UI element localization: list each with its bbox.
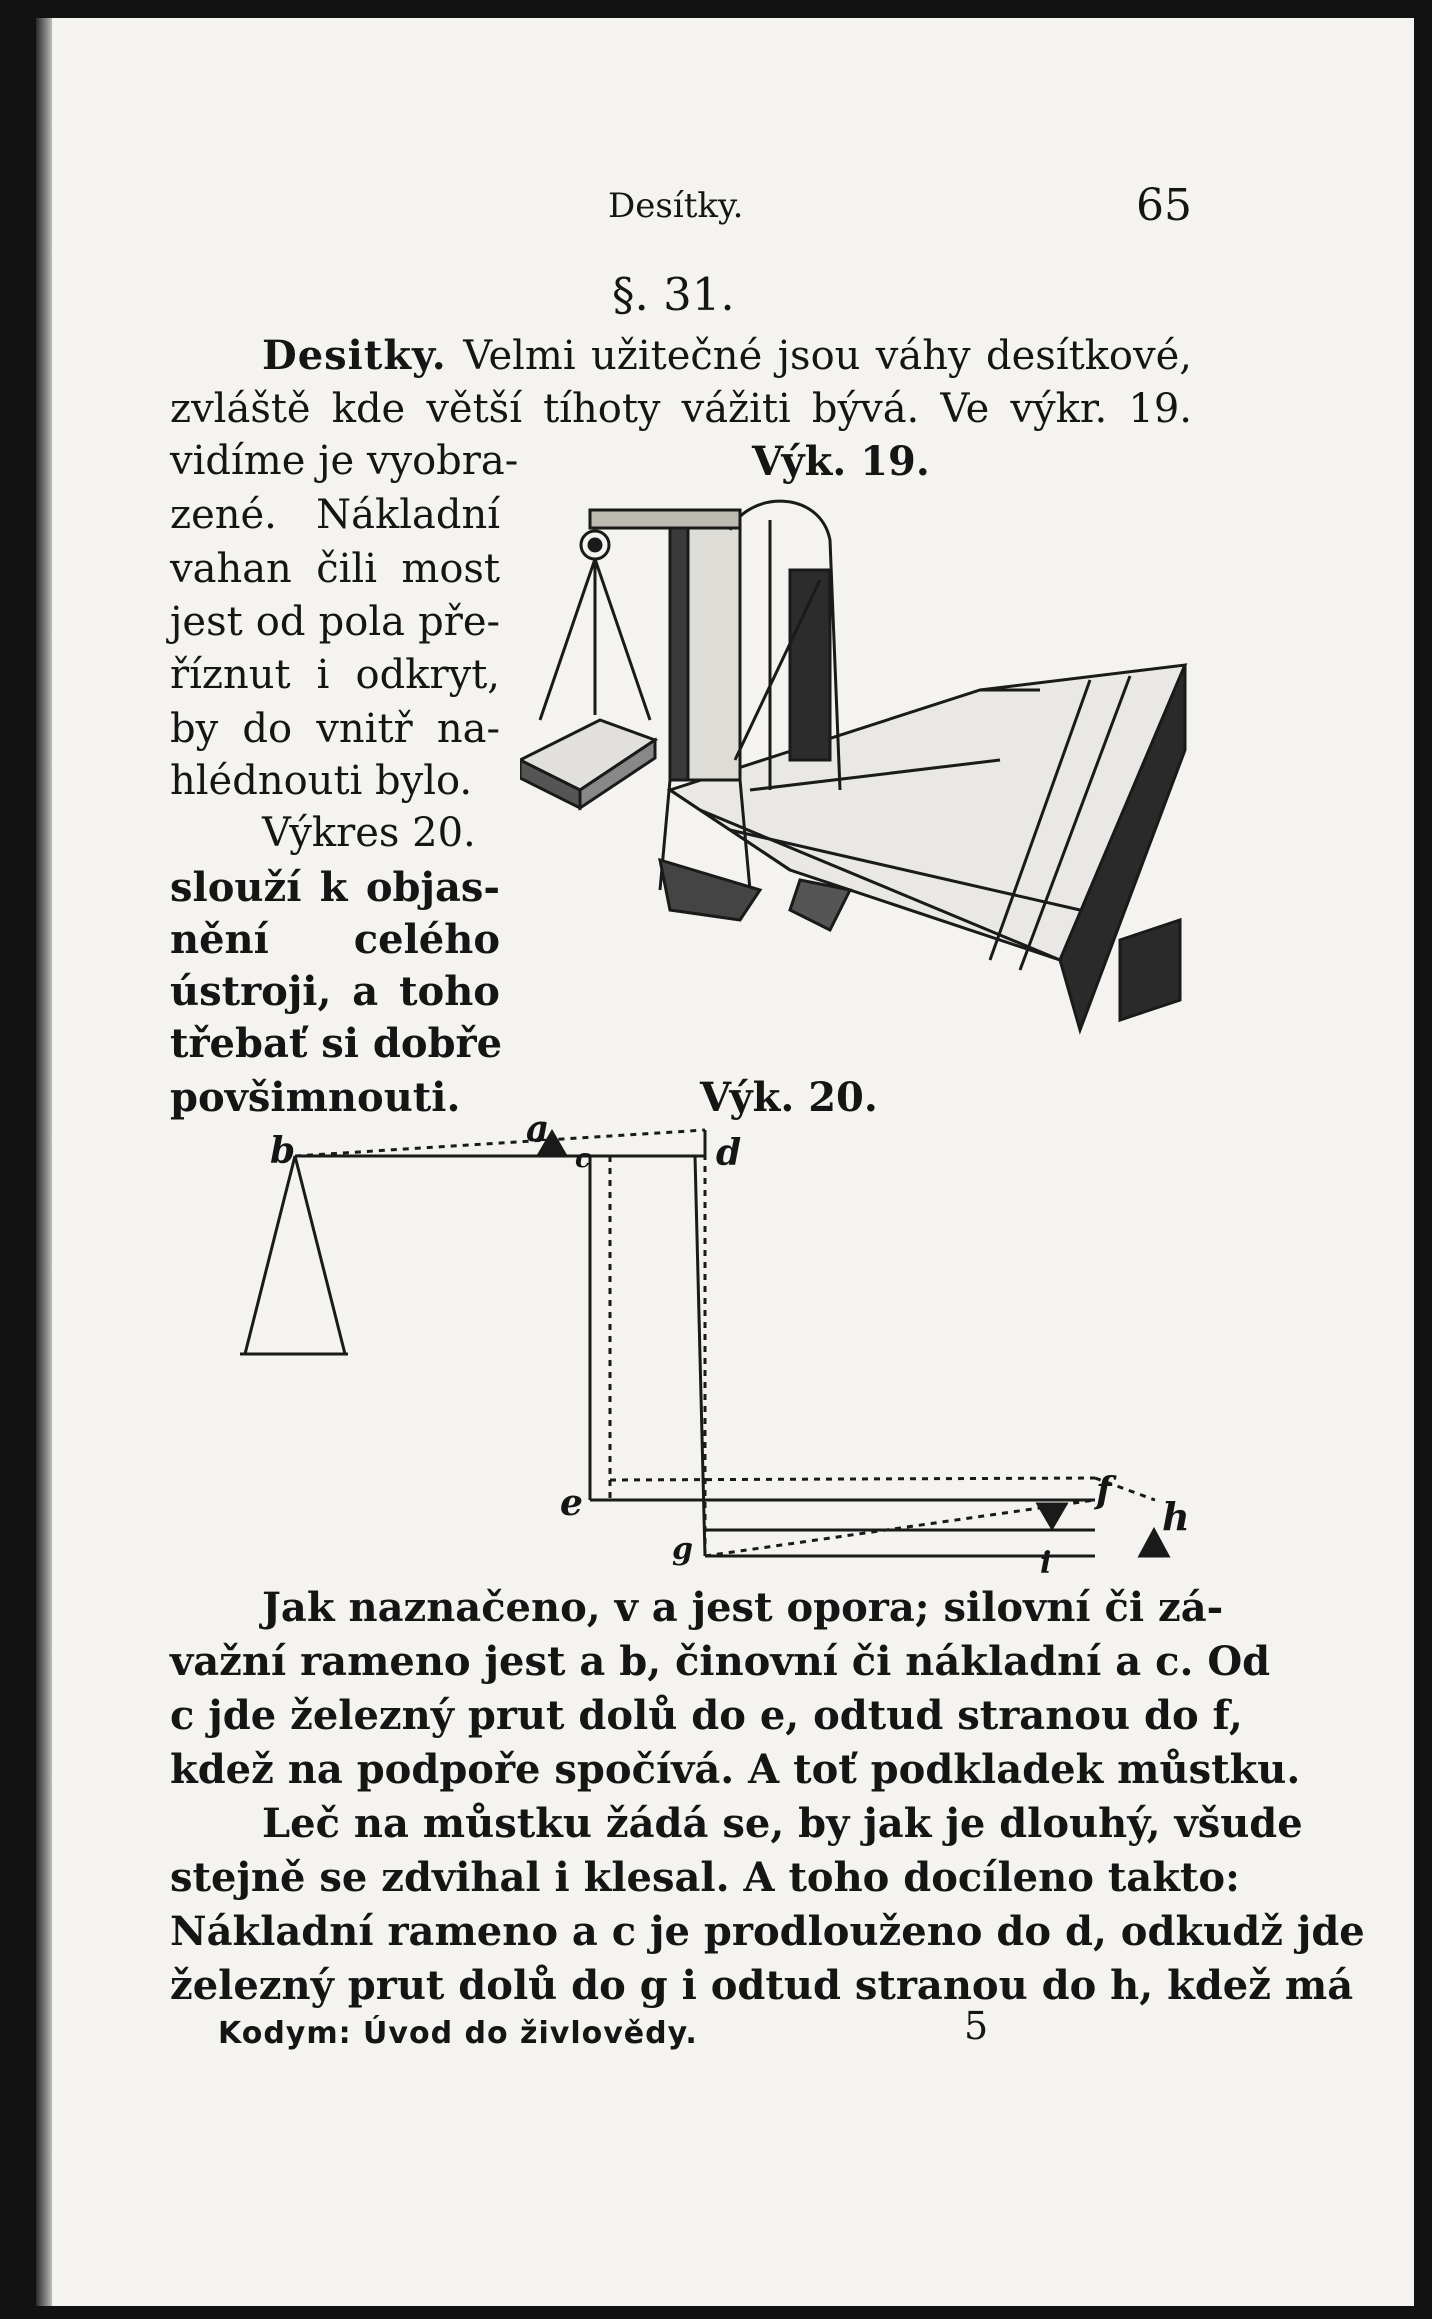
fig20-label-c: c (575, 1144, 591, 1174)
figure-19-decimal-scale-illustration (520, 490, 1200, 1050)
figure-20-caption: Výk. 20. (700, 1074, 878, 1121)
wrap-line-12: třebať si dobře (170, 1020, 503, 1067)
wrap-line-2: zené. Nákladní (170, 492, 500, 538)
footer-running-title: Kodym: Úvod do živlovědy. (218, 2016, 698, 2051)
fig20-label-e: e (560, 1482, 583, 1524)
wrap-line-7: hlédnouti bylo. (170, 758, 473, 804)
wrap-line-5: říznut i odkryt, (170, 652, 500, 698)
wrap-line-4: jest od pola pře- (170, 599, 500, 645)
wrap-line-1: vidíme je vyobra- (170, 438, 519, 484)
page-number: 65 (1136, 180, 1192, 231)
intro-lead-word: Desitky. (262, 332, 447, 379)
fig20-label-g: g (672, 1532, 693, 1567)
intro-line-1 (262, 332, 1192, 379)
body-line-1: Jak naznačeno, v a jest opora; silovní či zá- (262, 1584, 1224, 1631)
fig20-label-b: b (270, 1130, 296, 1172)
body-line-8: železný prut dolů do g i odtud stranou do h, kdež má (170, 1962, 1354, 2009)
running-header-title: Desítky. (608, 186, 744, 226)
intro-line-2: zvláště kde větší tíhoty vážiti bývá. Ve výkr. 19. (170, 386, 1192, 432)
wrap-line-11: ústroji, a toho (170, 968, 500, 1015)
figure-20-lever-diagram (200, 1100, 1200, 1580)
wrap-line-9: slouží k objas- (170, 864, 500, 911)
body-line-6: stejně se zdvihal i klesal. A toho docíleno takto: (170, 1854, 1240, 1901)
wrap-line-8: Výkres 20. (262, 810, 476, 856)
body-line-4: kdež na podpoře spočívá. A toť podkladek můstku. (170, 1746, 1301, 1793)
fig20-label-h: h (1162, 1494, 1190, 1539)
fig20-label-i: i (1040, 1546, 1052, 1581)
body-line-3: c jde železný prut dolů do e, odtud stranou do f, (170, 1692, 1243, 1739)
body-line-7: Nákladní rameno a c je prodlouženo do d, odkudž jde (170, 1908, 1365, 1955)
signature-mark: 5 (964, 2004, 989, 2048)
body-line-5: Leč na můstku žádá se, by jak je dlouhý, všude (262, 1800, 1303, 1847)
body-line-2: važní rameno jest a b, činovní či nákladní a c. Od (170, 1638, 1271, 1685)
intro-line-1-rest: Velmi užitečné jsou váhy desítkové, (463, 333, 1192, 379)
fig20-label-a: a (526, 1108, 550, 1150)
fig20-label-f: f (1096, 1470, 1112, 1512)
figure-19-caption: Výk. 19. (752, 438, 930, 485)
wrap-line-10: nění celého (170, 916, 500, 963)
section-number: §. 31. (612, 268, 735, 321)
fig20-label-d: d (716, 1132, 742, 1174)
wrap-line-3: vahan čili most (170, 546, 500, 592)
wrap-line-13: povšimnouti. (170, 1074, 461, 1121)
wrap-line-6: by do vnitř na- (170, 706, 500, 752)
